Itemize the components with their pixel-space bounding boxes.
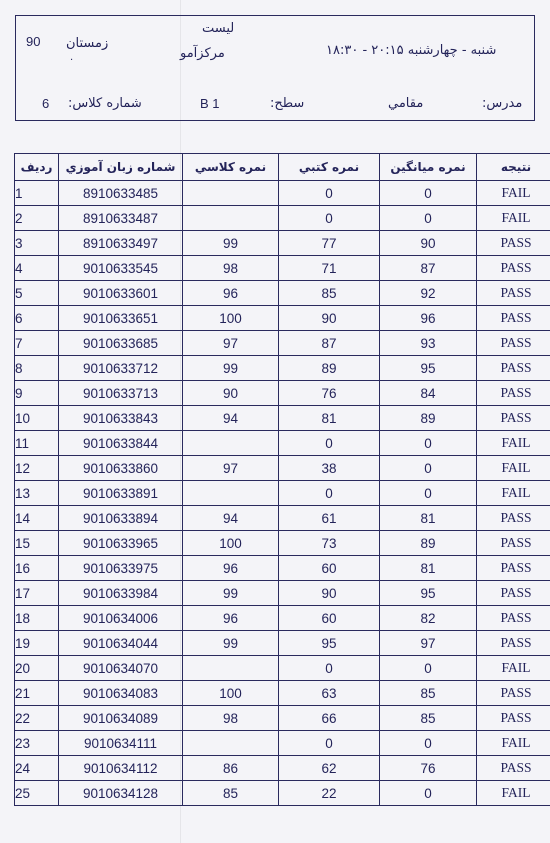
table-row <box>15 506 550 531</box>
average-score-cell: 84 <box>380 381 477 406</box>
class-score-cell: 96 <box>183 281 279 306</box>
written-score-cell: 81 <box>279 406 380 431</box>
table-row <box>15 706 550 731</box>
average-score-cell: 0 <box>380 781 477 806</box>
student-id-cell: 9010634006 <box>59 606 183 631</box>
student-id-cell: 9010633894 <box>59 506 183 531</box>
teacher-value: مقامي <box>388 96 424 111</box>
result-cell: FAIL <box>477 731 550 756</box>
result-cell: PASS <box>477 331 550 356</box>
row-number-cell: 6 <box>15 306 59 331</box>
list-label: لیست <box>202 21 235 36</box>
class-score-cell: 99 <box>183 356 279 381</box>
written-score-cell: 76 <box>279 381 380 406</box>
row-number-cell: 12 <box>15 456 59 481</box>
class-score-cell <box>183 206 279 231</box>
row-number-cell: 15 <box>15 531 59 556</box>
table-row <box>15 356 550 381</box>
student-id-cell: 9010634089 <box>59 706 183 731</box>
written-score-cell: 0 <box>279 656 380 681</box>
row-number-cell: 1 <box>15 181 59 206</box>
student-id-cell: 9010634044 <box>59 631 183 656</box>
average-score-cell: 92 <box>380 281 477 306</box>
average-score-cell: 90 <box>380 231 477 256</box>
class-score-cell: 98 <box>183 706 279 731</box>
written-score-cell: 0 <box>279 431 380 456</box>
written-score-cell: 71 <box>279 256 380 281</box>
result-cell: PASS <box>477 631 550 656</box>
written-score-cell: 66 <box>279 706 380 731</box>
written-score-cell: 89 <box>279 356 380 381</box>
row-number-cell: 18 <box>15 606 59 631</box>
class-score-cell: 99 <box>183 231 279 256</box>
average-score-cell: 95 <box>380 581 477 606</box>
table-row <box>15 431 550 456</box>
class-score-cell: 85 <box>183 781 279 806</box>
average-score-cell: 0 <box>380 431 477 456</box>
table-row <box>15 281 550 306</box>
table-row <box>15 381 550 406</box>
table-row <box>15 731 550 756</box>
average-score-cell: 95 <box>380 356 477 381</box>
written-score-cell: 22 <box>279 781 380 806</box>
student-id-cell: 9010633860 <box>59 456 183 481</box>
table-row <box>15 581 550 606</box>
row-number-cell: 11 <box>15 431 59 456</box>
row-number-cell: 3 <box>15 231 59 256</box>
table-header-row <box>15 154 550 181</box>
table-row <box>15 756 550 781</box>
student-id-cell: 9010634083 <box>59 681 183 706</box>
class-score-cell <box>183 656 279 681</box>
row-number-cell: 5 <box>15 281 59 306</box>
student-id-cell: 9010634112 <box>59 756 183 781</box>
class-score-cell: 99 <box>183 581 279 606</box>
row-number-cell: 2 <box>15 206 59 231</box>
table-row <box>15 656 550 681</box>
average-score-cell: 0 <box>380 206 477 231</box>
class-score-cell <box>183 181 279 206</box>
row-number-cell: 21 <box>15 681 59 706</box>
level-label: سطح: <box>270 96 305 111</box>
written-score-cell: 90 <box>279 306 380 331</box>
average-score-cell: 89 <box>380 406 477 431</box>
col-header-average-score: نمره ميانگين <box>380 154 477 181</box>
class-score-cell: 96 <box>183 606 279 631</box>
level-value: B 1 <box>200 96 220 111</box>
term-code: 90 <box>26 34 41 49</box>
student-id-cell: 9010634111 <box>59 731 183 756</box>
table-row <box>15 231 550 256</box>
student-id-cell: 9010633975 <box>59 556 183 581</box>
student-id-cell: 9010633601 <box>59 281 183 306</box>
table-row <box>15 481 550 506</box>
average-score-cell: 87 <box>380 256 477 281</box>
table-row <box>15 331 550 356</box>
class-score-cell: 94 <box>183 506 279 531</box>
class-score-cell: 100 <box>183 681 279 706</box>
result-cell: PASS <box>477 756 550 781</box>
result-cell: PASS <box>477 256 550 281</box>
row-number-cell: 16 <box>15 556 59 581</box>
average-score-cell: 81 <box>380 556 477 581</box>
row-number-cell: 19 <box>15 631 59 656</box>
result-cell: PASS <box>477 706 550 731</box>
written-score-cell: 38 <box>279 456 380 481</box>
class-number-value: 6 <box>42 96 50 111</box>
col-header-row: رديف <box>15 154 59 181</box>
class-score-cell <box>183 481 279 506</box>
class-score-cell <box>183 431 279 456</box>
average-score-cell: 0 <box>380 656 477 681</box>
result-cell: PASS <box>477 506 550 531</box>
written-score-cell: 61 <box>279 506 380 531</box>
average-score-cell: 76 <box>380 756 477 781</box>
term-dot: . <box>70 52 74 63</box>
row-number-cell: 17 <box>15 581 59 606</box>
class-score-cell: 100 <box>183 306 279 331</box>
row-number-cell: 25 <box>15 781 59 806</box>
written-score-cell: 60 <box>279 556 380 581</box>
class-score-cell: 94 <box>183 406 279 431</box>
average-score-cell: 97 <box>380 631 477 656</box>
written-score-cell: 85 <box>279 281 380 306</box>
student-id-cell: 9010633712 <box>59 356 183 381</box>
row-number-cell: 4 <box>15 256 59 281</box>
result-cell: FAIL <box>477 781 550 806</box>
table-row <box>15 531 550 556</box>
col-header-student-id: شماره زبان آموزي <box>59 154 183 181</box>
result-cell: FAIL <box>477 456 550 481</box>
center-label: مرکزآمو <box>180 46 225 61</box>
average-score-cell: 0 <box>380 181 477 206</box>
result-cell: FAIL <box>477 181 550 206</box>
table-row <box>15 181 550 206</box>
schedule: شنبه - چهارشنبه ۲۰:۱۵ - ۱۸:۳۰ <box>326 43 497 58</box>
student-id-cell: 9010633891 <box>59 481 183 506</box>
table-row <box>15 556 550 581</box>
written-score-cell: 0 <box>279 731 380 756</box>
student-id-cell: 9010634070 <box>59 656 183 681</box>
written-score-cell: 95 <box>279 631 380 656</box>
average-score-cell: 0 <box>380 481 477 506</box>
row-number-cell: 20 <box>15 656 59 681</box>
class-score-cell: 97 <box>183 456 279 481</box>
result-cell: PASS <box>477 531 550 556</box>
row-number-cell: 13 <box>15 481 59 506</box>
row-number-cell: 14 <box>15 506 59 531</box>
student-id-cell: 9010633713 <box>59 381 183 406</box>
class-score-cell: 99 <box>183 631 279 656</box>
average-score-cell: 82 <box>380 606 477 631</box>
average-score-cell: 0 <box>380 456 477 481</box>
average-score-cell: 89 <box>380 531 477 556</box>
result-cell: PASS <box>477 681 550 706</box>
class-score-cell: 97 <box>183 331 279 356</box>
col-header-class-score: نمره کلاسي <box>183 154 279 181</box>
written-score-cell: 63 <box>279 681 380 706</box>
student-id-cell: 8910633487 <box>59 206 183 231</box>
row-number-cell: 22 <box>15 706 59 731</box>
row-number-cell: 10 <box>15 406 59 431</box>
written-score-cell: 60 <box>279 606 380 631</box>
written-score-cell: 87 <box>279 331 380 356</box>
result-cell: PASS <box>477 231 550 256</box>
written-score-cell: 0 <box>279 481 380 506</box>
result-cell: FAIL <box>477 656 550 681</box>
table-row <box>15 256 550 281</box>
teacher-label: مدرس: <box>482 96 523 111</box>
class-score-cell <box>183 731 279 756</box>
row-number-cell: 8 <box>15 356 59 381</box>
class-score-cell: 96 <box>183 556 279 581</box>
student-id-cell: 9010633685 <box>59 331 183 356</box>
student-id-cell: 9010633545 <box>59 256 183 281</box>
class-number-label: شماره کلاس: <box>68 96 142 111</box>
student-id-cell: 8910633497 <box>59 231 183 256</box>
student-id-cell: 9010633843 <box>59 406 183 431</box>
average-score-cell: 81 <box>380 506 477 531</box>
col-header-written-score: نمره کتبي <box>279 154 380 181</box>
result-cell: PASS <box>477 306 550 331</box>
result-cell: FAIL <box>477 431 550 456</box>
result-cell: PASS <box>477 281 550 306</box>
table-row <box>15 306 550 331</box>
row-number-cell: 24 <box>15 756 59 781</box>
row-number-cell: 9 <box>15 381 59 406</box>
student-id-cell: 9010633965 <box>59 531 183 556</box>
written-score-cell: 0 <box>279 181 380 206</box>
average-score-cell: 96 <box>380 306 477 331</box>
table-row <box>15 781 550 806</box>
header-box <box>15 15 535 121</box>
col-header-result: نتيجه <box>477 154 550 181</box>
result-cell: PASS <box>477 556 550 581</box>
average-score-cell: 0 <box>380 731 477 756</box>
student-id-cell: 9010633651 <box>59 306 183 331</box>
student-id-cell: 9010633844 <box>59 431 183 456</box>
student-id-cell: 9010634128 <box>59 781 183 806</box>
row-number-cell: 7 <box>15 331 59 356</box>
table-row <box>15 606 550 631</box>
average-score-cell: 93 <box>380 331 477 356</box>
class-score-cell: 86 <box>183 756 279 781</box>
student-id-cell: 9010633984 <box>59 581 183 606</box>
table-row <box>15 406 550 431</box>
class-score-cell: 98 <box>183 256 279 281</box>
class-score-cell: 90 <box>183 381 279 406</box>
written-score-cell: 62 <box>279 756 380 781</box>
term-season: زمستان <box>66 36 109 51</box>
written-score-cell: 0 <box>279 206 380 231</box>
written-score-cell: 90 <box>279 581 380 606</box>
row-number-cell: 23 <box>15 731 59 756</box>
result-cell: PASS <box>477 381 550 406</box>
average-score-cell: 85 <box>380 706 477 731</box>
result-cell: FAIL <box>477 481 550 506</box>
result-cell: FAIL <box>477 206 550 231</box>
result-cell: PASS <box>477 606 550 631</box>
result-cell: PASS <box>477 406 550 431</box>
table-row <box>15 456 550 481</box>
written-score-cell: 73 <box>279 531 380 556</box>
result-cell: PASS <box>477 356 550 381</box>
table-row <box>15 631 550 656</box>
written-score-cell: 77 <box>279 231 380 256</box>
table-row <box>15 206 550 231</box>
grades-table <box>14 153 550 806</box>
student-id-cell: 8910633485 <box>59 181 183 206</box>
result-cell: PASS <box>477 581 550 606</box>
average-score-cell: 85 <box>380 681 477 706</box>
table-row <box>15 681 550 706</box>
class-score-cell: 100 <box>183 531 279 556</box>
